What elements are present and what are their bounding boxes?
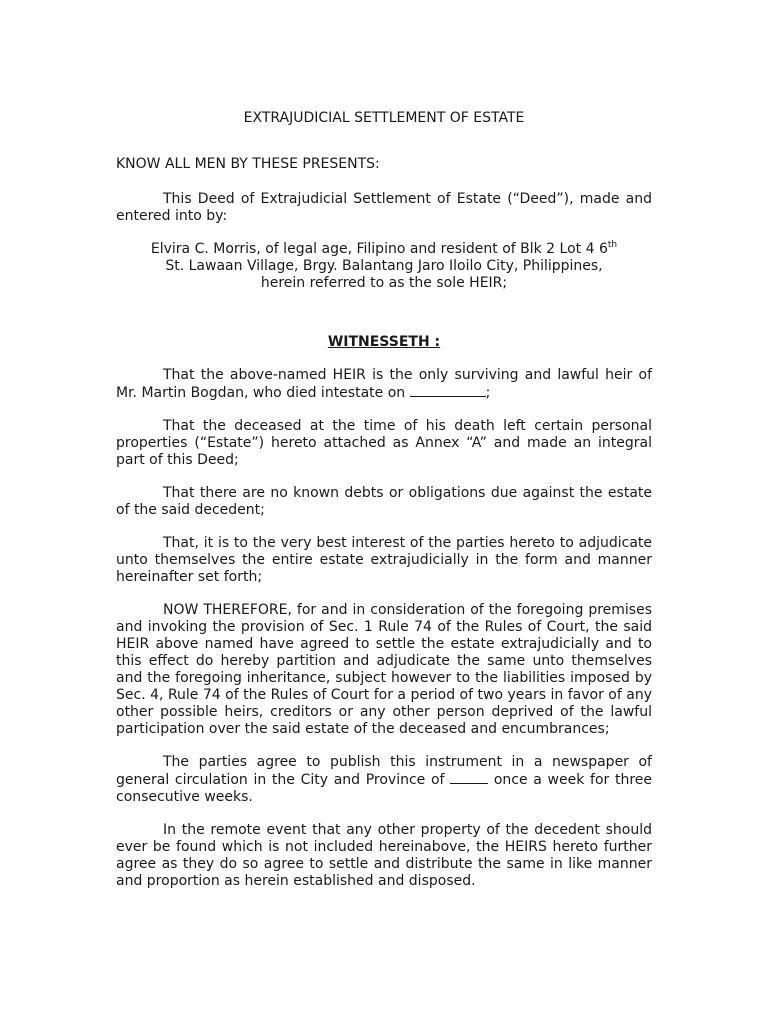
paragraph-other-property: In the remote event that any other property of the decedent should ever be found which is not included hereinabove, the HEIRS hereto further agree as they do so agree to settle and distribute the same in like manner and proportion as herein established and disposed. (116, 822, 652, 889)
party-line-3: herein referred to as the sole HEIR; (260, 275, 508, 291)
paragraph-estate: That the deceased at the time of his death left certain personal properties (“Estate”) hereto attached as Annex “A” and made an integral part of this Deed; (116, 418, 652, 468)
paragraph-adjudicate: That, it is to the very best interest of the parties hereto to adjudicate unto themselves the entire estate extrajudicially in the form and manner hereinafter set forth; (116, 535, 652, 585)
paragraph-sole-heir (116, 367, 652, 402)
paragraph-debts: That there are no known debts or obligations due against the estate of the said decedent; (116, 485, 652, 518)
party-line-2: St. Lawaan Village, Brgy. Balantang Jaro Iloilo City, Philippines, (165, 258, 603, 274)
date-blank (410, 384, 486, 397)
ordinal-suffix: th (607, 240, 618, 250)
paragraph-text: ; (485, 385, 491, 401)
witnesseth-heading: WITNESSETH : (327, 334, 441, 350)
intro-line: KNOW ALL MEN BY THESE PRESENTS: (116, 156, 380, 172)
deed-paragraph: This Deed of Extrajudicial Settlement of Estate (“Deed”), made and entered into by: (116, 191, 652, 224)
paragraph-text: The parties agree to publish this instrument in a newspaper of general circulation in the City and Province of (116, 754, 652, 788)
paragraph-now-therefore: NOW THEREFORE, for and in consideration of the foregoing premises and invoking the provision of Sec. 1 Rule 74 of the Rules of Court, the said HEIR above named have agreed to settle the estate extrajudicially and to this effect do hereby partition and adjudicate the same unto themselves and the foregoing inheritance, subject however to the liabilities imposed by Sec. 4, Rule 74 of the Rules of Court for a period of two years in favor of any other possible heirs, creditors or any other person deprived of the lawful participation over the said estate of the deceased and encumbrances; (116, 602, 652, 737)
document-title: EXTRAJUDICIAL SETTLEMENT OF ESTATE (243, 110, 525, 126)
paragraph-text: That the above-named HEIR is the only surviving and lawful heir of Mr. Martin Bogdan, who died intestate on (116, 367, 652, 401)
paragraph-publish (116, 754, 652, 806)
document-page (116, 110, 652, 906)
party-line-1: Elvira C. Morris, of legal age, Filipino and resident of Blk 2 Lot 4 6 (150, 241, 608, 257)
party-block (116, 241, 652, 292)
paragraph-text: once a week for three consecutive weeks. (116, 772, 652, 805)
province-blank (450, 771, 488, 784)
